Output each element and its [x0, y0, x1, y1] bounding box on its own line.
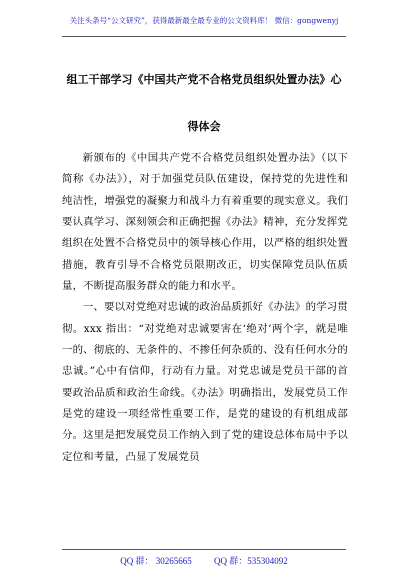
- paragraph-intro: 新颁布的《中国共产党不合格党员组织处置办法》（以下简称《办法》），对于加强党员队伍建设，保持党的先进性和纯洁性，增强党的凝聚力和战斗力有着重要的现实意义。我们要认真学习、深刻领会和正确把握《办法》精神，充分发挥党组织在处置不合格党员中的领导核心作用，以严格的组织处置措施，教育引导不合格党员限期改正，切实保障党员队伍质量，不断提高服务群众的能力和水平。: [62, 152, 348, 293]
- document-title-line-1: 组工干部学习《中国共产党不合格党员组织处置办法》心: [66, 73, 342, 86]
- qq-group-1: QQ 群： 30265665: [120, 556, 192, 566]
- footer-contacts: [0, 554, 408, 567]
- header-rule: [62, 36, 346, 37]
- top-notice: 关注头条号“公文研究”，获得最新最全最专业的公文资料库！ 微信：gongwenyj: [69, 16, 339, 25]
- document-body: [62, 148, 348, 468]
- footer-rule: [62, 549, 346, 550]
- qq-group-2: QQ 群：535304092: [214, 556, 288, 566]
- paragraph-section-1: 一、要以对党绝对忠诚的政治品质抓好《办法》的学习贯彻。xxx 指出：“对党绝对忠诚要害在‘绝对’两个字，就是唯一的、彻底的、无条件的、不掺任何杂质的、没有任何水分的忠诚。”心中有信仰，行动有力量。对党忠诚是党员干部的首要政治品质和政治生命线。《办法》明确指出，发展党员工作是党的建设一项经常性重要工作，是党的建设的有机组成部分。这里是把发展党员工作纳入到了党的建设总体布局中予以定位和考量，凸显了发展党员: [62, 301, 348, 463]
- document-title-line-2: 得体会: [187, 120, 221, 133]
